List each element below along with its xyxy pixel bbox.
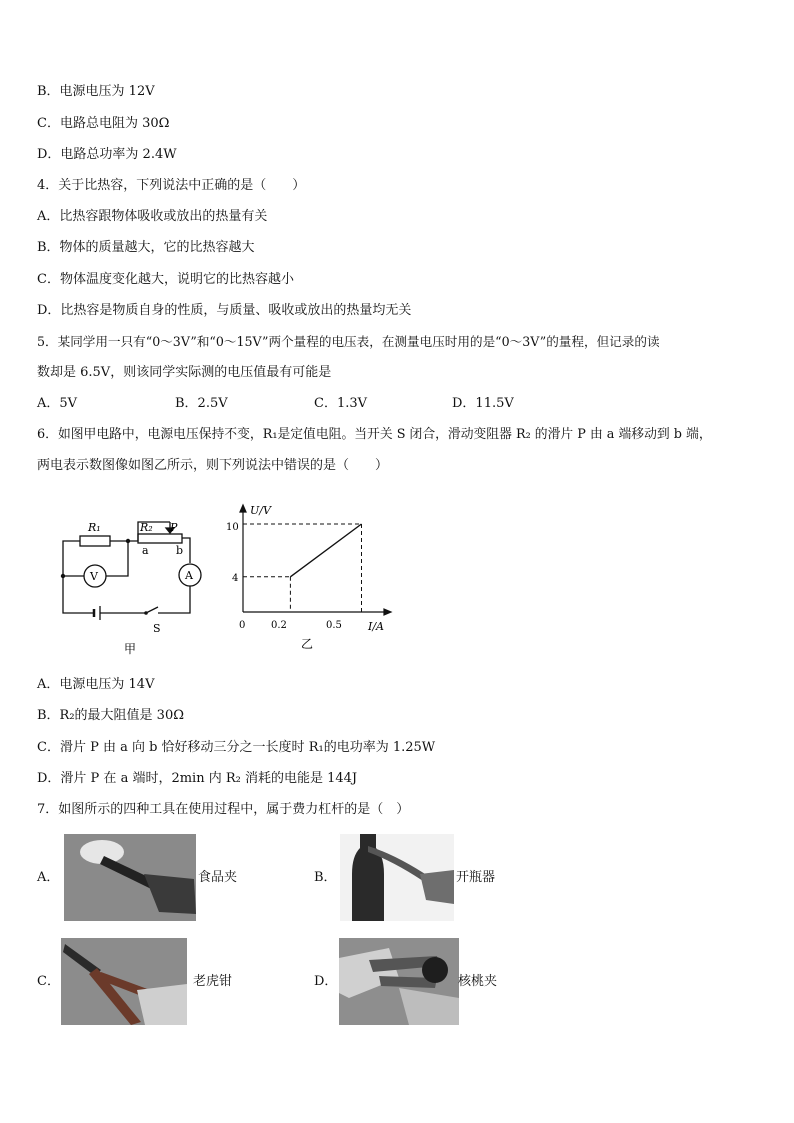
q4-option-d: D．比热容是物质自身的性质，与质量、吸收或放出的热量均无关 [37, 303, 412, 318]
circuit-diagram [50, 508, 220, 658]
q5-stem-line1: 5．某同学用一只有“0～3V”和“0～15V”两个量程的电压表，在测量电压时用的是“0～3V”的量程，但记录的读 [37, 334, 660, 349]
q3-option-b: B．电源电压为 12V [37, 84, 155, 99]
p-label: P [170, 521, 178, 534]
q7-option-b-letter: B． [314, 870, 337, 885]
pliers-image [61, 938, 187, 1025]
r2-rheostat [138, 534, 182, 543]
q7-option-d-letter: D． [314, 974, 338, 989]
r2-label: R₂ [140, 521, 153, 534]
q7-option-c-label: 老虎钳 [193, 974, 233, 989]
x-tick-0-5: 0.5 [326, 620, 342, 631]
b-label: b [176, 544, 184, 557]
q6-stem-line2: 两电表示数图像如图乙所示，则下列说法中错误的是（ ） [37, 458, 389, 473]
switch-label: S [153, 622, 161, 635]
q4-option-c: C．物体温度变化越大，说明它的比热容越小 [37, 272, 294, 287]
q7-option-a-label: 食品夹 [198, 870, 238, 885]
q7-option-c-letter: C． [37, 974, 60, 989]
q7-stem: 7．如图所示的四种工具在使用过程中，属于费力杠杆的是（ ） [37, 802, 410, 817]
y-tick-10: 10 [226, 522, 239, 533]
q6-option-a: A．电源电压为 14V [37, 677, 155, 692]
r1-label: R₁ [88, 521, 101, 534]
q3-option-c: C．电路总电阻为 30Ω [37, 116, 170, 131]
q6-option-d: D．滑片 P 在 a 端时，2min 内 R₂ 消耗的电能是 144J [37, 771, 358, 786]
q4-option-b: B．物体的质量越大，它的比热容越大 [37, 240, 255, 255]
food-tongs-image [64, 834, 196, 921]
q4-stem: 4．关于比热容，下列说法中正确的是（ ） [37, 178, 306, 193]
a-label: a [142, 544, 149, 557]
origin-label: 0 [239, 620, 246, 631]
ammeter-label: A [185, 569, 193, 582]
q5-option-d: D．11.5V [452, 396, 514, 411]
q6-option-c: C．滑片 P 由 a 向 b 恰好移动三分之一长度时 R₁的电功率为 1.25W [37, 740, 436, 755]
graph-caption: 乙 [301, 637, 314, 651]
q7-option-d-label: 核桃夹 [458, 974, 498, 989]
x-tick-0-2: 0.2 [271, 620, 287, 631]
q5-option-c: C．1.3V [314, 396, 368, 411]
nutcracker-image [339, 938, 459, 1025]
y-tick-4: 4 [232, 573, 239, 584]
q6-stem-line1: 6．如图甲电路中，电源电压保持不变，R₁是定值电阻。当开关 S 闭合，滑动变阻器 R₂ 的滑片 P 由 a 端移动到 b 端， [37, 427, 712, 442]
q5-option-a: A．5V [37, 396, 78, 411]
x-axis-label: I/A [368, 620, 384, 633]
circuit-caption: 甲 [124, 642, 137, 656]
q5-stem-line2: 数却是 6.5V，则该同学实际测的电压值最有可能是 [37, 365, 332, 380]
ui-graph [226, 498, 396, 656]
switch-s [146, 607, 158, 613]
q7-option-a-letter: A． [37, 870, 60, 885]
r1-resistor [80, 536, 110, 546]
q6-option-b: B．R₂的最大阻值是 30Ω [37, 708, 185, 723]
q3-option-d: D．电路总功率为 2.4W [37, 147, 177, 162]
y-axis-label: U/V [250, 504, 271, 517]
bottle-opener-image [340, 834, 454, 921]
q7-option-b-label: 开瓶器 [456, 870, 496, 885]
u-i-line [290, 524, 361, 577]
q5-option-b: B．2.5V [175, 396, 228, 411]
voltmeter-label: V [90, 570, 98, 583]
q4-option-a: A．比热容跟物体吸收或放出的热量有关 [37, 209, 268, 224]
